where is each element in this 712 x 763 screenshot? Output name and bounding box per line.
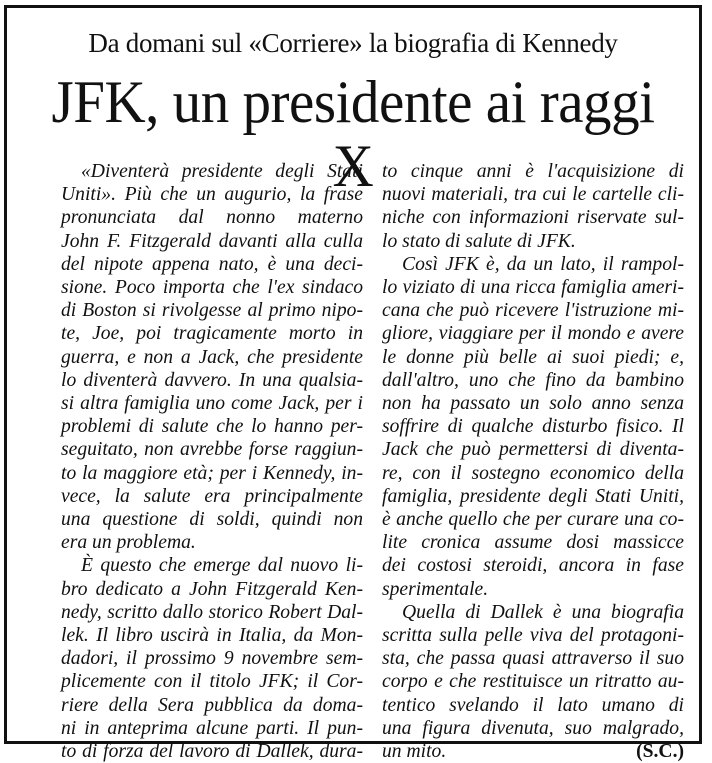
text-line: gliore, viaggiare per il mondo e avere	[382, 323, 684, 345]
text-line: lek. Il libro uscirà in Italia, da Mon-	[61, 625, 363, 647]
text-line: una figura divenuta, suo malgrado,	[382, 717, 684, 739]
right-column	[382, 160, 684, 763]
text-line: tentico svelando il lato umano di	[382, 694, 684, 716]
text-line: si altra famiglia uno come Jack, per i	[61, 393, 363, 415]
text-line: sione. Poco importa che l'ex sindaco	[61, 277, 363, 299]
text-line: non ha passato un solo anno senza	[382, 393, 684, 415]
text-line: scritta sulla pelle viva del protagoni-	[382, 625, 684, 647]
text-line: È questo che emerge dal nuovo li-	[81, 555, 363, 577]
text-line: Jack che può permettersi di diventa-	[382, 439, 684, 461]
text-line: dadori, il prossimo 9 novembre sem-	[61, 648, 363, 670]
text-line: ni in anteprima alcune parti. Il pun-	[61, 717, 363, 739]
text-line: lo viziato di una ricca famiglia ameri-	[382, 277, 684, 299]
text-line: nuovi materiali, tra cui le cartelle cli-	[382, 184, 684, 206]
text-line: era un problema.	[61, 532, 196, 554]
text-line: lo diventerà davvero. In una qualsia-	[61, 369, 363, 391]
text-line: dei costosi steroidi, ancora in fase	[382, 555, 684, 577]
closing-line: un mito.	[382, 741, 447, 763]
article-frame	[4, 5, 702, 763]
text-line: una questione di soldi, quindi non	[61, 509, 363, 531]
text-line: vece, la salute era principalmente	[61, 485, 363, 507]
text-line: to la maggiore età; per i Kennedy, in-	[61, 462, 363, 484]
text-line: è anche quello che per curare una co-	[382, 509, 684, 531]
text-line: problemi di salute che lo hanno per-	[61, 416, 363, 438]
text-line: riere della Sera pubblica da doma-	[61, 694, 363, 716]
text-line: Così JFK è, da un lato, il rampol-	[402, 253, 684, 275]
text-line: dall'altro, uno che fino da bambino	[382, 369, 684, 391]
text-line: te, Joe, poi tragicamente morto in	[61, 323, 363, 345]
text-line: sperimentale.	[382, 578, 489, 600]
text-line: to di forza del lavoro di Dallek, dura-	[61, 741, 363, 763]
article-headline: JFK, un presidente ai raggi X	[51, 69, 655, 199]
text-line: niche con informazioni riservate sul-	[382, 207, 684, 229]
text-line: plicemente con il titolo JFK; il Cor-	[61, 671, 363, 693]
text-line: to cinque anni è l'acquisizione di	[382, 161, 684, 182]
text-line: pronunciata dal nonno materno	[61, 207, 363, 229]
text-line: re, con il sostegno economico della	[382, 462, 684, 484]
text-line: bro dedicato a John Fitzgerald Ken-	[61, 578, 363, 600]
text-line: John F. Fitzgerald davanti alla culla	[61, 230, 363, 252]
text-line: sta, che passa quasi attraverso il suo	[382, 648, 684, 670]
text-line: soffrire di qualche disturbo fisico. Il	[382, 416, 684, 438]
text-line: del nipote appena nato, è una deci-	[61, 253, 363, 275]
text-line: seguitato, non avrebbe forse raggiun-	[61, 439, 363, 461]
text-line: Quella di Dallek è una biografia	[402, 601, 684, 623]
text-line: guerra, e non a Jack, che presidente	[61, 346, 363, 368]
text-line: lo stato di salute di JFK.	[382, 230, 576, 252]
text-line: lite cronica assume dosi massicce	[382, 532, 684, 554]
text-line: nedy, scritto dallo storico Robert Dal-	[61, 601, 363, 623]
left-column	[61, 160, 363, 763]
text-line: famiglia, presidente degli Stati Uniti,	[382, 485, 684, 507]
text-line: Uniti». Più che un augurio, la frase	[61, 184, 363, 206]
text-line: cana che può ricevere l'istruzione mi-	[382, 300, 684, 322]
text-line: le donne più belle ai suoi piedi; e,	[382, 346, 684, 368]
author-signature: (S.C.)	[636, 741, 684, 763]
text-line: di Boston si rivolgesse al primo nipo-	[61, 300, 363, 322]
article-kicker: Da domani sul «Corriere» la biografia di Kennedy	[88, 28, 618, 58]
text-line: corpo e che restituisce un ritratto au-	[382, 671, 684, 693]
text-line: «Diventerà presidente degli Stati	[81, 161, 363, 182]
closing-row	[382, 740, 684, 763]
